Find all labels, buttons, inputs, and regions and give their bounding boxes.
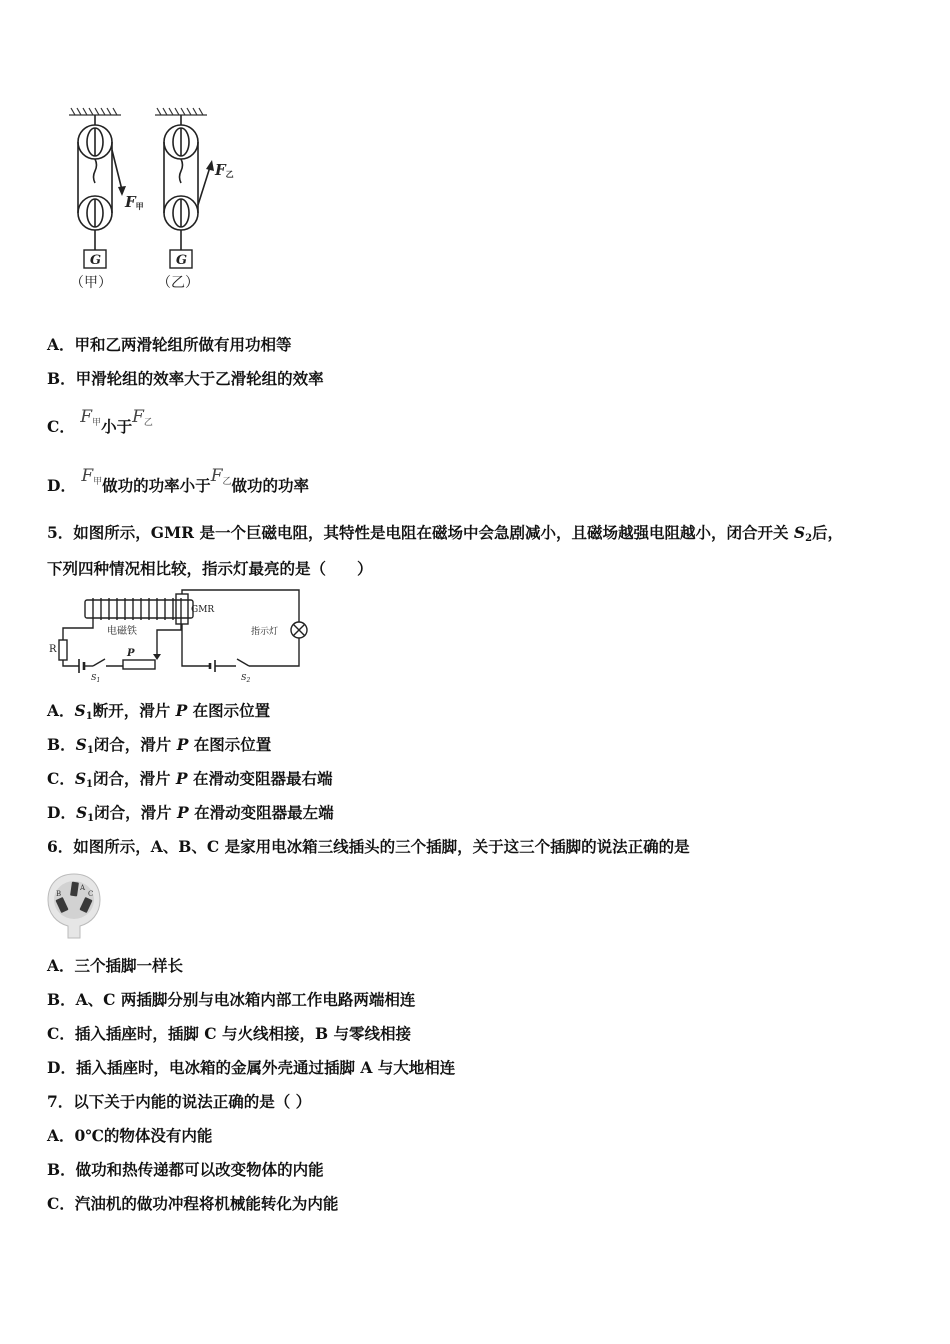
label-s2: $S_2$ (241, 673, 251, 684)
force-symbol-yi: F乙 (210, 466, 232, 487)
q4-option-b: B．甲滑轮组的效率大于乙滑轮组的效率 (47, 369, 324, 388)
switch-s2 (237, 659, 249, 666)
q6-option-d: D．插入插座时，电冰箱的金属外壳通过插脚 A 与大地相连 (47, 1058, 456, 1077)
gmr-resistor (176, 594, 188, 624)
label-indicator-lamp: 指示灯 (251, 627, 279, 637)
label-r: R (49, 644, 57, 655)
q7-option-b: B．做功和热传递都可以改变物体的内能 (47, 1160, 324, 1179)
slide-rheostat (123, 660, 155, 669)
label-gmr: GMR (191, 605, 215, 615)
resistor-r (59, 640, 67, 660)
ceiling-left (69, 108, 121, 115)
gmr-circuit-figure (45, 588, 313, 684)
force-symbol-jia: F甲 (80, 407, 102, 428)
three-pin-plug-figure (44, 870, 104, 942)
ceiling-right (155, 108, 207, 115)
q6-stem: 6．如图所示，A、B、C 是家用电冰箱三线插头的三个插脚，关于这三个插脚的说法正确的是 (47, 837, 690, 856)
pulley-system-yi (164, 115, 214, 268)
pin-label-b: B (56, 890, 62, 898)
q5-stem-line2: 下列四种情况相比较，指示灯最亮的是（ ） (47, 559, 373, 578)
q5-option-a: A．$S_1$断开，滑片 P 在图示位置 (47, 701, 271, 722)
q5-option-b: B．$S_1$闭合，滑片 P 在图示位置 (47, 735, 272, 756)
weight-label-jia: G (90, 253, 102, 268)
q7-option-a: A．0℃的物体没有内能 (47, 1126, 213, 1145)
q6-option-a: A．三个插脚一样长 (47, 956, 184, 975)
q4-option-c: C． F甲小于F乙 (47, 407, 153, 436)
pulley-figure (55, 105, 255, 300)
q5-stem-line1: 5．如图所示，GMR 是一个巨磁电阻，其特性是电阻在磁场中会急剧减小，且磁场越强电阻越小，闭合开关 $S_2$后， (47, 523, 844, 544)
pin-label-c: C (88, 890, 94, 898)
weight-label-yi: G (176, 253, 188, 268)
label-electromagnet: 电磁铁 (107, 626, 137, 637)
pulley-system-jia (78, 115, 126, 268)
caption-yi: （乙） (157, 275, 199, 291)
q6-option-c: C．插入插座时，插脚 C 与火线相接，B 与零线相接 (47, 1024, 411, 1043)
force-symbol-yi: F乙 (132, 407, 153, 428)
label-s1: $S_1$ (91, 673, 101, 684)
pin-label-a: A (80, 884, 86, 892)
q4-option-a: A．甲和乙两滑轮组所做有用功相等 (47, 335, 292, 354)
force-label-yi: F乙 (215, 161, 234, 179)
force-label-jia: F甲 (125, 193, 144, 211)
q7-stem: 7．以下关于内能的说法正确的是（ ） (47, 1092, 312, 1111)
caption-jia: （甲） (70, 275, 112, 291)
q5-option-d: D．$S_1$闭合，滑片 P 在滑动变阻器最左端 (47, 803, 334, 824)
q4-option-d: D． F甲做功的功率小于F乙做功的功率 (47, 466, 310, 495)
q6-option-b: B．A、C 两插脚分别与电冰箱内部工作电路两端相连 (47, 990, 416, 1009)
q7-option-c: C．汽油机的做功冲程将机械能转化为内能 (47, 1194, 339, 1213)
q5-option-c: C．$S_1$闭合，滑片 P 在滑动变阻器最右端 (47, 769, 333, 790)
label-p: P (127, 648, 135, 659)
switch-s1 (93, 659, 105, 666)
force-symbol-jia: F甲 (81, 466, 103, 487)
